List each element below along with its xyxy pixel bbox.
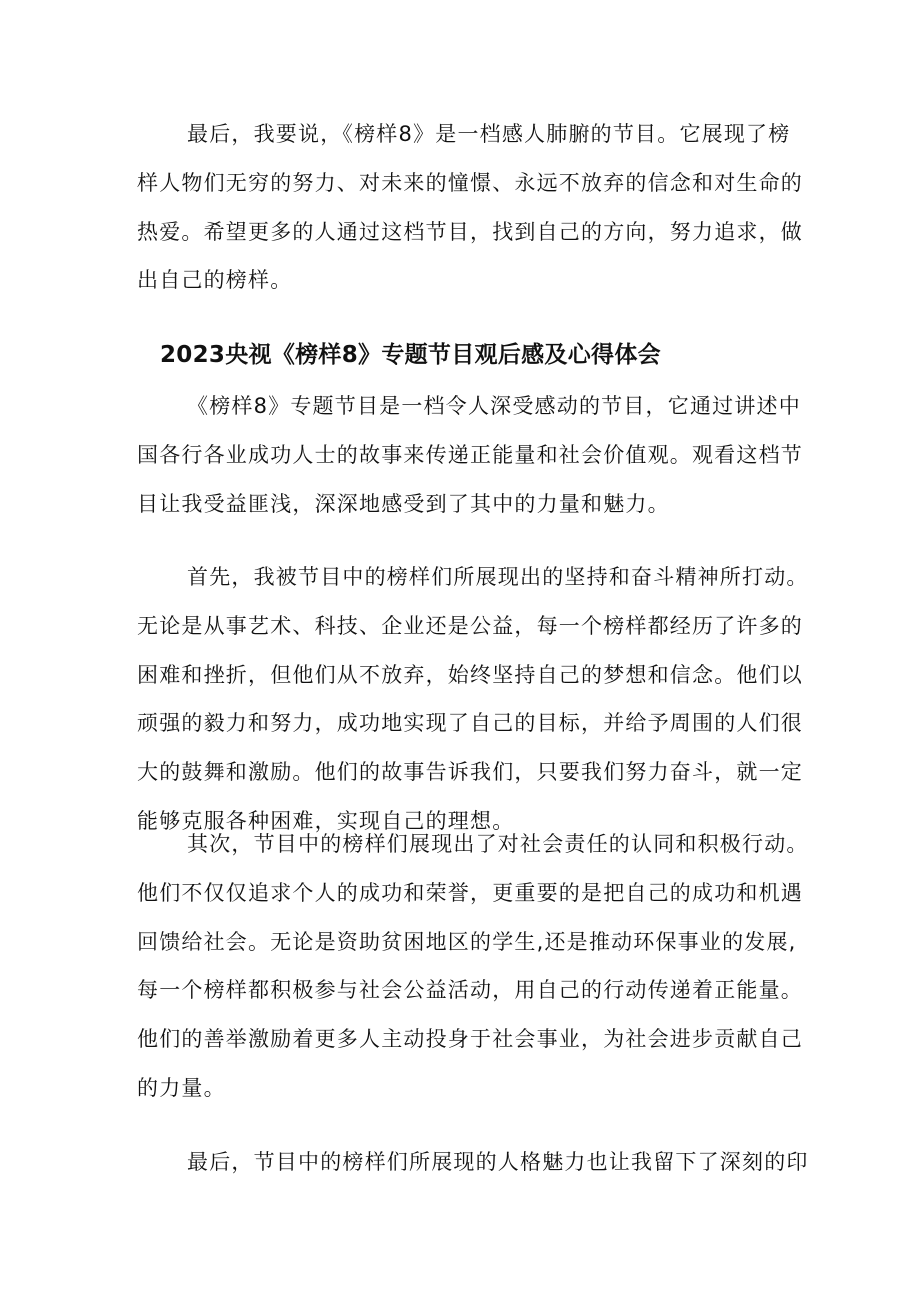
paragraph-line: 热爱。希望更多的人通过这档节目，找到自己的方向，努力追求，做	[137, 219, 803, 244]
paragraph-line: 最后，节目中的榜样们所展现的人格魅力也让我留下了深刻的印	[187, 1150, 809, 1174]
paragraph-line: 其次，节目中的榜样们展现出了对社会责任的认同和积极行动。	[187, 832, 809, 856]
paragraph-first-point	[137, 553, 809, 846]
paragraph-line: 每一个榜样都积极参与社会公益活动，用自己的行动传递着正能量。	[137, 978, 803, 1003]
paragraph-line: 最后，我要说，《榜样8》是一档感人肺腑的节目。它展现了榜	[187, 122, 791, 146]
paragraph-introduction	[137, 382, 803, 528]
paragraph-line: 无论是从事艺术、科技、企业还是公益，每一个榜样都经历了许多的	[137, 613, 803, 638]
paragraph-line: 的力量。	[137, 1075, 226, 1100]
paragraph-line: 他们的善举激励着更多人主动投身于社会事业，为社会进步贡献自己	[137, 1027, 803, 1052]
paragraph-line: 样人物们无穷的努力、对未来的憧憬、永远不放弃的信念和对生命的	[137, 170, 803, 195]
paragraph-line: 出自己的榜样。	[137, 268, 293, 293]
paragraph-line: 困难和挫折，但他们从不放弃，始终坚持自己的梦想和信念。他们以	[137, 662, 803, 687]
paragraph-second-point	[137, 820, 809, 1113]
paragraph-line: 他们不仅仅追求个人的成功和荣誉，更重要的是把自己的成功和机遇	[137, 880, 803, 905]
paragraph-line: 大的鼓舞和激励。他们的故事告诉我们，只要我们努力奋斗，就一定	[137, 760, 803, 785]
paragraph-line: 回馈给社会。无论是资助贫困地区的学生,还是推动环保事业的发展,	[137, 929, 797, 954]
paragraph-line: 目让我受益匪浅，深深地感受到了其中的力量和魅力。	[137, 491, 670, 516]
paragraph-line: 顽强的毅力和努力，成功地实现了自己的目标，并给予周围的人们很	[137, 711, 803, 736]
paragraph-line: 首先，我被节目中的榜样们所展现出的坚持和奋斗精神所打动。	[187, 565, 809, 589]
paragraph-line: 《榜样8》专题节目是一档令人深受感动的节目，它通过讲述中	[187, 394, 801, 418]
paragraph-line: 能够克服各种困难，实现自己的理想。	[137, 808, 515, 833]
paragraph-line: 国各行各业成功人士的故事来传递正能量和社会价值观。观看这档节	[137, 442, 803, 467]
paragraph-closing-remarks	[137, 110, 803, 305]
paragraph-third-point	[137, 1138, 809, 1187]
section-heading: 2023央视《榜样8》专题节目观后感及心得体会	[160, 342, 661, 368]
